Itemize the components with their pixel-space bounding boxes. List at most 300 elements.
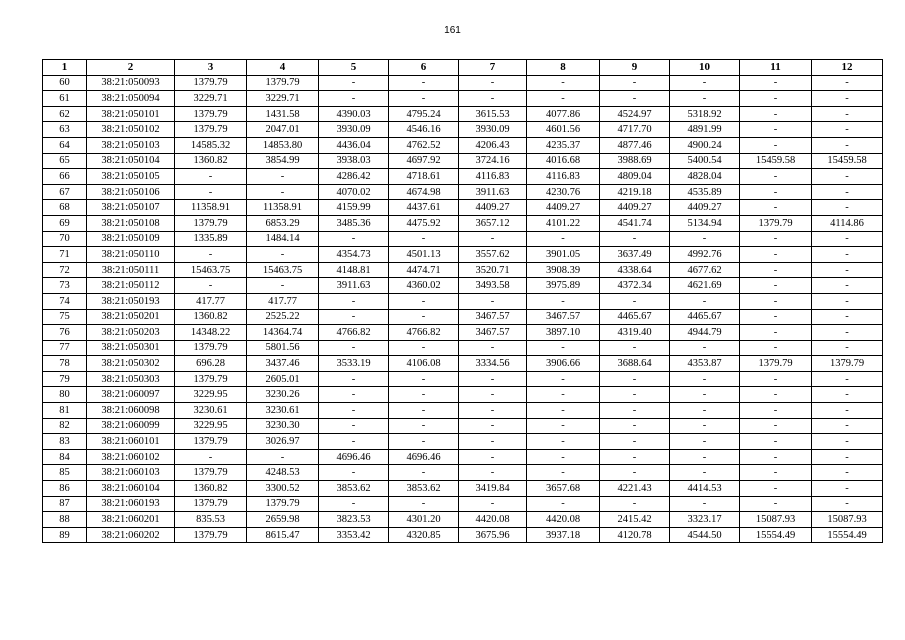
table-cell: 38:21:050301 — [87, 340, 175, 356]
table-cell: 4541.74 — [600, 215, 670, 231]
table-cell: 38:21:060102 — [87, 449, 175, 465]
table-cell: - — [812, 91, 883, 107]
table-cell: 4992.76 — [670, 247, 740, 263]
table-cell: 69 — [43, 215, 87, 231]
table-row — [43, 512, 883, 528]
table-cell: 2415.42 — [600, 512, 670, 528]
table-cell: - — [740, 200, 812, 216]
table-cell: 38:21:050108 — [87, 215, 175, 231]
table-cell: - — [175, 169, 247, 185]
table-cell: - — [670, 75, 740, 91]
table-cell: - — [600, 75, 670, 91]
table-cell: - — [527, 403, 600, 419]
table-cell: 4465.67 — [600, 309, 670, 325]
table-row — [43, 169, 883, 185]
table-cell: 4524.97 — [600, 106, 670, 122]
column-header: 4 — [247, 60, 319, 76]
table-cell: - — [812, 247, 883, 263]
table-cell: - — [670, 387, 740, 403]
table-cell: - — [740, 137, 812, 153]
table-cell: 1379.79 — [175, 496, 247, 512]
table-cell: - — [247, 247, 319, 263]
table-cell: 4230.76 — [527, 184, 600, 200]
table-row — [43, 465, 883, 481]
table-cell: - — [812, 293, 883, 309]
table-cell: 1379.79 — [175, 465, 247, 481]
table-cell: 1379.79 — [175, 434, 247, 450]
table-cell: - — [740, 293, 812, 309]
table-cell: 38:21:060202 — [87, 527, 175, 543]
table-row — [43, 184, 883, 200]
table-cell: 4535.89 — [670, 184, 740, 200]
table-cell: 3901.05 — [527, 247, 600, 263]
table-cell: 3300.52 — [247, 481, 319, 497]
table-cell: - — [247, 449, 319, 465]
table-cell: - — [740, 169, 812, 185]
table-cell: 3229.95 — [175, 387, 247, 403]
table-cell: 3467.57 — [459, 309, 527, 325]
table-cell: - — [319, 231, 389, 247]
table-cell: 3657.12 — [459, 215, 527, 231]
table-cell: 3467.57 — [527, 309, 600, 325]
column-header: 5 — [319, 60, 389, 76]
table-cell: 38:21:050112 — [87, 278, 175, 294]
table-cell: - — [247, 169, 319, 185]
table-row — [43, 527, 883, 543]
table-cell: - — [670, 418, 740, 434]
table-cell: - — [740, 434, 812, 450]
table-cell: - — [527, 293, 600, 309]
table-cell: 38:21:050203 — [87, 325, 175, 341]
table-cell: - — [812, 387, 883, 403]
table-cell: 38:21:060103 — [87, 465, 175, 481]
table-cell: 3230.61 — [247, 403, 319, 419]
table-cell: 4766.82 — [389, 325, 459, 341]
table-cell: 71 — [43, 247, 87, 263]
table-cell: 4372.34 — [600, 278, 670, 294]
table-cell: - — [459, 387, 527, 403]
table-cell: 38:21:060104 — [87, 481, 175, 497]
table-cell: 3334.56 — [459, 356, 527, 372]
table-cell: - — [740, 340, 812, 356]
table-cell: - — [600, 231, 670, 247]
table-cell: 4718.61 — [389, 169, 459, 185]
table-cell: 73 — [43, 278, 87, 294]
table-cell: 4338.64 — [600, 262, 670, 278]
table-row — [43, 137, 883, 153]
table-cell: - — [812, 200, 883, 216]
table-cell: 3975.89 — [527, 278, 600, 294]
table-row — [43, 278, 883, 294]
table-cell: 4159.99 — [319, 200, 389, 216]
table-cell: - — [247, 278, 319, 294]
table-cell: - — [812, 106, 883, 122]
table-cell: - — [740, 247, 812, 263]
column-header: 8 — [527, 60, 600, 76]
table-cell: - — [319, 293, 389, 309]
table-cell: 15087.93 — [812, 512, 883, 528]
table-cell: 3911.63 — [459, 184, 527, 200]
table-row — [43, 340, 883, 356]
table-cell: 4219.18 — [600, 184, 670, 200]
table-cell: - — [812, 122, 883, 138]
table-cell: - — [600, 371, 670, 387]
table-cell: - — [740, 387, 812, 403]
table-cell: 63 — [43, 122, 87, 138]
table-cell: 5400.54 — [670, 153, 740, 169]
table-cell: - — [389, 434, 459, 450]
table-cell: - — [812, 340, 883, 356]
table-cell: 3229.95 — [175, 418, 247, 434]
table-row — [43, 153, 883, 169]
table-row — [43, 371, 883, 387]
table-cell: 66 — [43, 169, 87, 185]
table-cell: - — [740, 122, 812, 138]
table-cell: - — [527, 387, 600, 403]
table-cell: - — [247, 184, 319, 200]
table-cell: - — [319, 91, 389, 107]
page-number: 161 — [444, 25, 461, 36]
table-cell: - — [740, 184, 812, 200]
table-cell: 4621.69 — [670, 278, 740, 294]
table-cell: 38:21:050103 — [87, 137, 175, 153]
table-cell: - — [319, 75, 389, 91]
table-cell: 15463.75 — [247, 262, 319, 278]
table-cell: - — [740, 418, 812, 434]
table-row — [43, 309, 883, 325]
table-cell: - — [459, 293, 527, 309]
table-cell: - — [389, 418, 459, 434]
table-cell: 3229.71 — [175, 91, 247, 107]
table-cell: 4900.24 — [670, 137, 740, 153]
table-cell: 84 — [43, 449, 87, 465]
table-cell: 1360.82 — [175, 153, 247, 169]
table-cell: 2605.01 — [247, 371, 319, 387]
table-cell: - — [812, 449, 883, 465]
table-row — [43, 325, 883, 341]
table-cell: 4474.71 — [389, 262, 459, 278]
table-cell: 4409.27 — [670, 200, 740, 216]
table-cell: 3938.03 — [319, 153, 389, 169]
table-cell: - — [389, 309, 459, 325]
table-cell: 4409.27 — [527, 200, 600, 216]
table-cell: - — [812, 262, 883, 278]
table-cell: 3675.96 — [459, 527, 527, 543]
table-cell: 4420.08 — [459, 512, 527, 528]
table-cell: - — [319, 340, 389, 356]
table-cell: - — [527, 434, 600, 450]
table-row — [43, 496, 883, 512]
table-cell: 4809.04 — [600, 169, 670, 185]
table-cell: 4114.86 — [812, 215, 883, 231]
table-cell: - — [740, 278, 812, 294]
table-cell: 3853.62 — [319, 481, 389, 497]
table-cell: 72 — [43, 262, 87, 278]
table-cell: 1379.79 — [175, 371, 247, 387]
table-cell: - — [670, 403, 740, 419]
table-cell: 3724.16 — [459, 153, 527, 169]
table-cell: - — [527, 418, 600, 434]
table-cell: - — [459, 449, 527, 465]
table-cell: - — [389, 340, 459, 356]
column-header: 2 — [87, 60, 175, 76]
table-cell: 1379.79 — [175, 75, 247, 91]
table-cell: 2047.01 — [247, 122, 319, 138]
table-header-row — [43, 60, 883, 76]
table-cell: - — [459, 496, 527, 512]
table-cell: 417.77 — [175, 293, 247, 309]
table-cell: 11358.91 — [247, 200, 319, 216]
table-cell: 3823.53 — [319, 512, 389, 528]
table-cell: 3911.63 — [319, 278, 389, 294]
table-cell: 3229.71 — [247, 91, 319, 107]
table-cell: 76 — [43, 325, 87, 341]
table-cell: 38:21:050094 — [87, 91, 175, 107]
table-cell: - — [389, 496, 459, 512]
table-cell: - — [600, 403, 670, 419]
table-cell: 4436.04 — [319, 137, 389, 153]
table-cell: 1379.79 — [175, 527, 247, 543]
table-cell: 4221.43 — [600, 481, 670, 497]
table-cell: 5801.56 — [247, 340, 319, 356]
table-cell: 4762.52 — [389, 137, 459, 153]
table-cell: 4320.85 — [389, 527, 459, 543]
table-cell: - — [389, 371, 459, 387]
table-cell: - — [459, 434, 527, 450]
table-cell: 89 — [43, 527, 87, 543]
table-cell: 3688.64 — [600, 356, 670, 372]
table-row — [43, 75, 883, 91]
table-cell: 4286.42 — [319, 169, 389, 185]
table-cell: 38:21:050201 — [87, 309, 175, 325]
table-cell: - — [459, 403, 527, 419]
table-cell: - — [812, 481, 883, 497]
table-cell: - — [600, 91, 670, 107]
table-cell: 4248.53 — [247, 465, 319, 481]
table-cell: 1484.14 — [247, 231, 319, 247]
table-cell: - — [812, 496, 883, 512]
table-cell: 79 — [43, 371, 87, 387]
table-cell: - — [459, 340, 527, 356]
table-cell: 4544.50 — [670, 527, 740, 543]
table-cell: 1360.82 — [175, 481, 247, 497]
table-cell: - — [740, 231, 812, 247]
table-cell: - — [459, 465, 527, 481]
table-cell: 4420.08 — [527, 512, 600, 528]
table-cell: - — [600, 340, 670, 356]
table-cell: 70 — [43, 231, 87, 247]
table-cell: 4101.22 — [527, 215, 600, 231]
table-cell: 4696.46 — [319, 449, 389, 465]
table-cell: - — [527, 340, 600, 356]
table-cell: - — [670, 434, 740, 450]
table-cell: - — [740, 496, 812, 512]
table-cell: 3657.68 — [527, 481, 600, 497]
table-cell: 3230.30 — [247, 418, 319, 434]
table-cell: - — [740, 91, 812, 107]
table-cell: 38:21:050193 — [87, 293, 175, 309]
table-cell: 696.28 — [175, 356, 247, 372]
table-cell: 81 — [43, 403, 87, 419]
table-cell: 4697.92 — [389, 153, 459, 169]
table-cell: 3930.09 — [459, 122, 527, 138]
table-cell: - — [812, 434, 883, 450]
table-cell: 4070.02 — [319, 184, 389, 200]
table-cell: 38:21:050110 — [87, 247, 175, 263]
table-cell: - — [319, 418, 389, 434]
table-cell: 4677.62 — [670, 262, 740, 278]
table-cell: 65 — [43, 153, 87, 169]
table-cell: - — [175, 278, 247, 294]
table-cell: 3419.84 — [459, 481, 527, 497]
table-cell: 38:21:060201 — [87, 512, 175, 528]
table-cell: - — [812, 465, 883, 481]
table-row — [43, 122, 883, 138]
table-cell: - — [740, 325, 812, 341]
table-cell: 3908.39 — [527, 262, 600, 278]
table-cell: 4353.87 — [670, 356, 740, 372]
table-cell: 38:21:060101 — [87, 434, 175, 450]
table-cell: - — [527, 449, 600, 465]
table-cell: - — [740, 309, 812, 325]
table-cell: 38:21:060099 — [87, 418, 175, 434]
table-cell: 77 — [43, 340, 87, 356]
table-cell: - — [389, 75, 459, 91]
table-cell: 4390.03 — [319, 106, 389, 122]
table-cell: - — [812, 75, 883, 91]
table-cell: 38:21:060098 — [87, 403, 175, 419]
table-row — [43, 449, 883, 465]
table-cell: 417.77 — [247, 293, 319, 309]
table-cell: - — [740, 106, 812, 122]
table-cell: 38:21:050101 — [87, 106, 175, 122]
table-cell: 14348.22 — [175, 325, 247, 341]
table-cell: 15554.49 — [812, 527, 883, 543]
table-cell: - — [670, 340, 740, 356]
table-cell: - — [175, 449, 247, 465]
table-cell: 3230.61 — [175, 403, 247, 419]
table-cell: - — [740, 481, 812, 497]
table-cell: 4877.46 — [600, 137, 670, 153]
table-cell: 4696.46 — [389, 449, 459, 465]
table-cell: 3937.18 — [527, 527, 600, 543]
table-cell: - — [740, 403, 812, 419]
table-cell: 4674.98 — [389, 184, 459, 200]
table-cell: 1431.58 — [247, 106, 319, 122]
table-cell: 62 — [43, 106, 87, 122]
table-cell: 1360.82 — [175, 309, 247, 325]
table-cell: - — [389, 387, 459, 403]
table-row — [43, 434, 883, 450]
table-cell: - — [812, 418, 883, 434]
table-cell: 3557.62 — [459, 247, 527, 263]
table-cell: 1379.79 — [740, 356, 812, 372]
table-cell: 3906.66 — [527, 356, 600, 372]
table-row — [43, 231, 883, 247]
table-cell: 4437.61 — [389, 200, 459, 216]
table-cell: - — [600, 465, 670, 481]
table-cell: 4301.20 — [389, 512, 459, 528]
table-cell: - — [600, 387, 670, 403]
table-cell: 4944.79 — [670, 325, 740, 341]
table-cell: - — [459, 418, 527, 434]
table-cell: 14585.32 — [175, 137, 247, 153]
table-cell: 4475.92 — [389, 215, 459, 231]
table-cell: - — [740, 371, 812, 387]
table-cell: - — [600, 418, 670, 434]
table-cell: - — [389, 403, 459, 419]
table-cell: 3437.46 — [247, 356, 319, 372]
table-row — [43, 106, 883, 122]
table-row — [43, 356, 883, 372]
table-cell: - — [527, 496, 600, 512]
table-cell: - — [527, 75, 600, 91]
table-row — [43, 247, 883, 263]
table-cell: - — [812, 278, 883, 294]
table-cell: - — [670, 465, 740, 481]
table-cell: - — [459, 231, 527, 247]
column-header: 10 — [670, 60, 740, 76]
table-cell: - — [459, 75, 527, 91]
table-cell: 4717.70 — [600, 122, 670, 138]
table-cell: 3493.58 — [459, 278, 527, 294]
table-cell: 15459.58 — [740, 153, 812, 169]
table-cell: 38:21:050303 — [87, 371, 175, 387]
table-cell: 78 — [43, 356, 87, 372]
table-cell: 4120.78 — [600, 527, 670, 543]
table-cell: 3520.71 — [459, 262, 527, 278]
table-cell: 4414.53 — [670, 481, 740, 497]
table-cell: 3853.62 — [389, 481, 459, 497]
table-cell: 88 — [43, 512, 87, 528]
table-cell: - — [670, 371, 740, 387]
table-cell: 4319.40 — [600, 325, 670, 341]
table-cell: 3637.49 — [600, 247, 670, 263]
table-cell: 38:21:050302 — [87, 356, 175, 372]
table-cell: 1379.79 — [175, 122, 247, 138]
table-cell: - — [459, 91, 527, 107]
table-cell: - — [600, 434, 670, 450]
table-cell: 61 — [43, 91, 87, 107]
table-cell: 38:21:050102 — [87, 122, 175, 138]
table-cell: - — [319, 403, 389, 419]
table-cell: - — [740, 262, 812, 278]
table-cell: 4116.83 — [459, 169, 527, 185]
table-cell: 14853.80 — [247, 137, 319, 153]
table-cell: - — [389, 91, 459, 107]
table-cell: 38:21:050104 — [87, 153, 175, 169]
table-cell: 4546.16 — [389, 122, 459, 138]
table-cell: - — [319, 465, 389, 481]
table-cell: 4206.43 — [459, 137, 527, 153]
table-row — [43, 481, 883, 497]
table-row — [43, 91, 883, 107]
table-cell: 15459.58 — [812, 153, 883, 169]
table-cell: 4601.56 — [527, 122, 600, 138]
table-cell: 3897.10 — [527, 325, 600, 341]
table-body — [43, 75, 883, 543]
column-header: 3 — [175, 60, 247, 76]
table-cell: 86 — [43, 481, 87, 497]
table-cell: 2525.22 — [247, 309, 319, 325]
table-cell: - — [319, 387, 389, 403]
table-cell: - — [389, 231, 459, 247]
table-cell: - — [175, 247, 247, 263]
table-row — [43, 403, 883, 419]
table-cell: - — [319, 371, 389, 387]
table-cell: - — [812, 231, 883, 247]
table-cell: - — [389, 465, 459, 481]
